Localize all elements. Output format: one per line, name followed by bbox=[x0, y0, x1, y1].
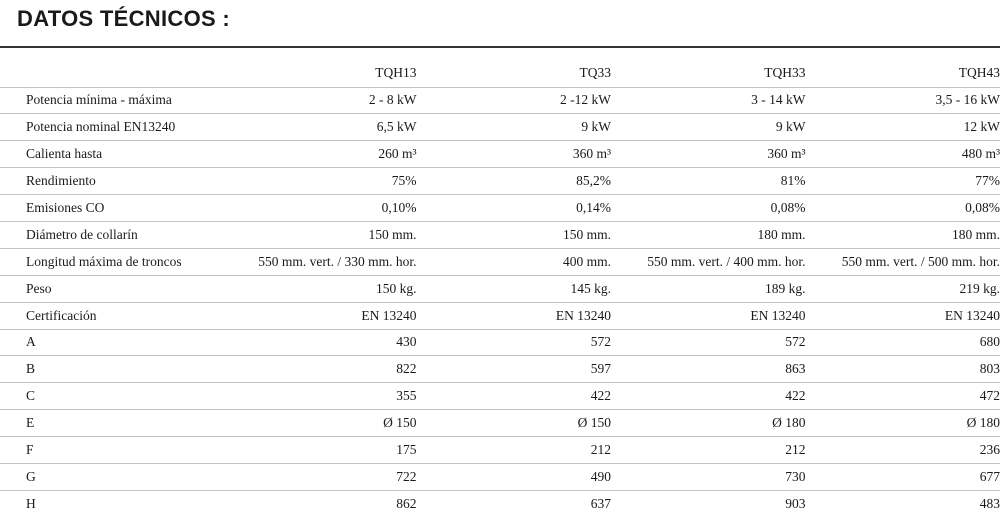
table-row bbox=[0, 248, 1000, 275]
value-cell: 150 mm. bbox=[417, 221, 612, 248]
value-cell: 0,08% bbox=[611, 195, 806, 222]
value-cell: 572 bbox=[611, 329, 806, 356]
value-cell: 2 - 8 kW bbox=[222, 87, 417, 114]
row-label: B bbox=[0, 356, 222, 383]
row-label: C bbox=[0, 383, 222, 410]
table-body bbox=[0, 87, 1000, 510]
value-cell: 722 bbox=[222, 463, 417, 490]
value-cell: 422 bbox=[611, 383, 806, 410]
model-header-tqh43: TQH43 bbox=[958, 64, 1000, 80]
value-cell: 150 mm. bbox=[222, 221, 417, 248]
value-cell: 9 kW bbox=[611, 114, 806, 141]
value-cell: EN 13240 bbox=[806, 302, 1000, 329]
value-cell: Ø 150 bbox=[417, 410, 612, 437]
table-row bbox=[0, 490, 1000, 510]
value-cell: 0,10% bbox=[222, 195, 417, 222]
value-cell: 472 bbox=[806, 383, 1000, 410]
value-cell: 422 bbox=[417, 383, 612, 410]
row-label: F bbox=[0, 437, 222, 464]
value-cell: 260 m³ bbox=[222, 141, 417, 168]
table-row bbox=[0, 356, 1000, 383]
value-cell: 862 bbox=[222, 490, 417, 510]
value-cell: 3 - 14 kW bbox=[611, 87, 806, 114]
value-cell: 212 bbox=[611, 437, 806, 464]
value-cell: 637 bbox=[417, 490, 612, 510]
value-cell: 360 m³ bbox=[611, 141, 806, 168]
value-cell: 150 kg. bbox=[222, 275, 417, 302]
row-label: Certificación bbox=[0, 302, 222, 329]
value-cell: 6,5 kW bbox=[222, 114, 417, 141]
table-row bbox=[0, 141, 1000, 168]
value-cell: 677 bbox=[806, 463, 1000, 490]
value-cell: 77% bbox=[806, 168, 1000, 195]
value-cell: 550 mm. vert. / 400 mm. hor. bbox=[611, 248, 806, 275]
page-title: DATOS TÉCNICOS : bbox=[17, 6, 230, 31]
value-cell: 483 bbox=[806, 490, 1000, 510]
value-cell: 550 mm. vert. / 330 mm. hor. bbox=[222, 248, 417, 275]
value-cell: 12 kW bbox=[806, 114, 1000, 141]
value-cell: 180 mm. bbox=[611, 221, 806, 248]
value-cell: 219 kg. bbox=[806, 275, 1000, 302]
value-cell: 400 mm. bbox=[417, 248, 612, 275]
row-label: Longitud máxima de troncos bbox=[0, 248, 222, 275]
row-label: H bbox=[0, 490, 222, 510]
value-cell: 180 mm. bbox=[806, 221, 1000, 248]
table-row bbox=[0, 302, 1000, 329]
row-label: Calienta hasta bbox=[0, 141, 222, 168]
row-label: Diámetro de collarín bbox=[0, 221, 222, 248]
row-label: Rendimiento bbox=[0, 168, 222, 195]
value-cell: 730 bbox=[611, 463, 806, 490]
table-row bbox=[0, 383, 1000, 410]
value-cell: 360 m³ bbox=[417, 141, 612, 168]
row-label: Potencia mínima - máxima bbox=[0, 87, 222, 114]
value-cell: 822 bbox=[222, 356, 417, 383]
table-header bbox=[0, 59, 1000, 87]
value-cell: Ø 180 bbox=[611, 410, 806, 437]
value-cell: 212 bbox=[417, 437, 612, 464]
value-cell: 175 bbox=[222, 437, 417, 464]
value-cell: 3,5 - 16 kW bbox=[806, 87, 1000, 114]
value-cell: 145 kg. bbox=[417, 275, 612, 302]
value-cell: 430 bbox=[222, 329, 417, 356]
value-cell: EN 13240 bbox=[611, 302, 806, 329]
title-divider bbox=[0, 46, 1000, 48]
table-row bbox=[0, 114, 1000, 141]
value-cell: 236 bbox=[806, 437, 1000, 464]
value-cell: 572 bbox=[417, 329, 612, 356]
value-cell: 597 bbox=[417, 356, 612, 383]
model-header-tq33: TQ33 bbox=[579, 64, 611, 80]
header-label-cell bbox=[0, 59, 222, 87]
table-row bbox=[0, 221, 1000, 248]
value-cell: 9 kW bbox=[417, 114, 612, 141]
value-cell: 490 bbox=[417, 463, 612, 490]
row-label: Emisiones CO bbox=[0, 195, 222, 222]
row-label: E bbox=[0, 410, 222, 437]
header-row bbox=[0, 59, 1000, 87]
row-label: A bbox=[0, 329, 222, 356]
value-cell: Ø 150 bbox=[222, 410, 417, 437]
value-cell: 803 bbox=[806, 356, 1000, 383]
value-cell: 0,14% bbox=[417, 195, 612, 222]
table-row bbox=[0, 437, 1000, 464]
row-label: Potencia nominal EN13240 bbox=[0, 114, 222, 141]
value-cell: 550 mm. vert. / 500 mm. hor. bbox=[806, 248, 1000, 275]
row-label: G bbox=[0, 463, 222, 490]
value-cell: 680 bbox=[806, 329, 1000, 356]
value-cell: EN 13240 bbox=[417, 302, 612, 329]
value-cell: Ø 180 bbox=[806, 410, 1000, 437]
model-header-tqh13: TQH13 bbox=[375, 64, 417, 80]
model-header-tqh33: TQH33 bbox=[764, 64, 806, 80]
technical-data-table bbox=[0, 59, 1000, 510]
table-row bbox=[0, 329, 1000, 356]
table-row bbox=[0, 195, 1000, 222]
value-cell: 2 -12 kW bbox=[417, 87, 612, 114]
table-row bbox=[0, 87, 1000, 114]
value-cell: 863 bbox=[611, 356, 806, 383]
value-cell: 81% bbox=[611, 168, 806, 195]
value-cell: 0,08% bbox=[806, 195, 1000, 222]
table-row bbox=[0, 168, 1000, 195]
value-cell: 75% bbox=[222, 168, 417, 195]
value-cell: 480 m³ bbox=[806, 141, 1000, 168]
table-row bbox=[0, 463, 1000, 490]
table-row bbox=[0, 410, 1000, 437]
value-cell: 355 bbox=[222, 383, 417, 410]
value-cell: 85,2% bbox=[417, 168, 612, 195]
row-label: Peso bbox=[0, 275, 222, 302]
value-cell: EN 13240 bbox=[222, 302, 417, 329]
value-cell: 903 bbox=[611, 490, 806, 510]
table-row bbox=[0, 275, 1000, 302]
value-cell: 189 kg. bbox=[611, 275, 806, 302]
